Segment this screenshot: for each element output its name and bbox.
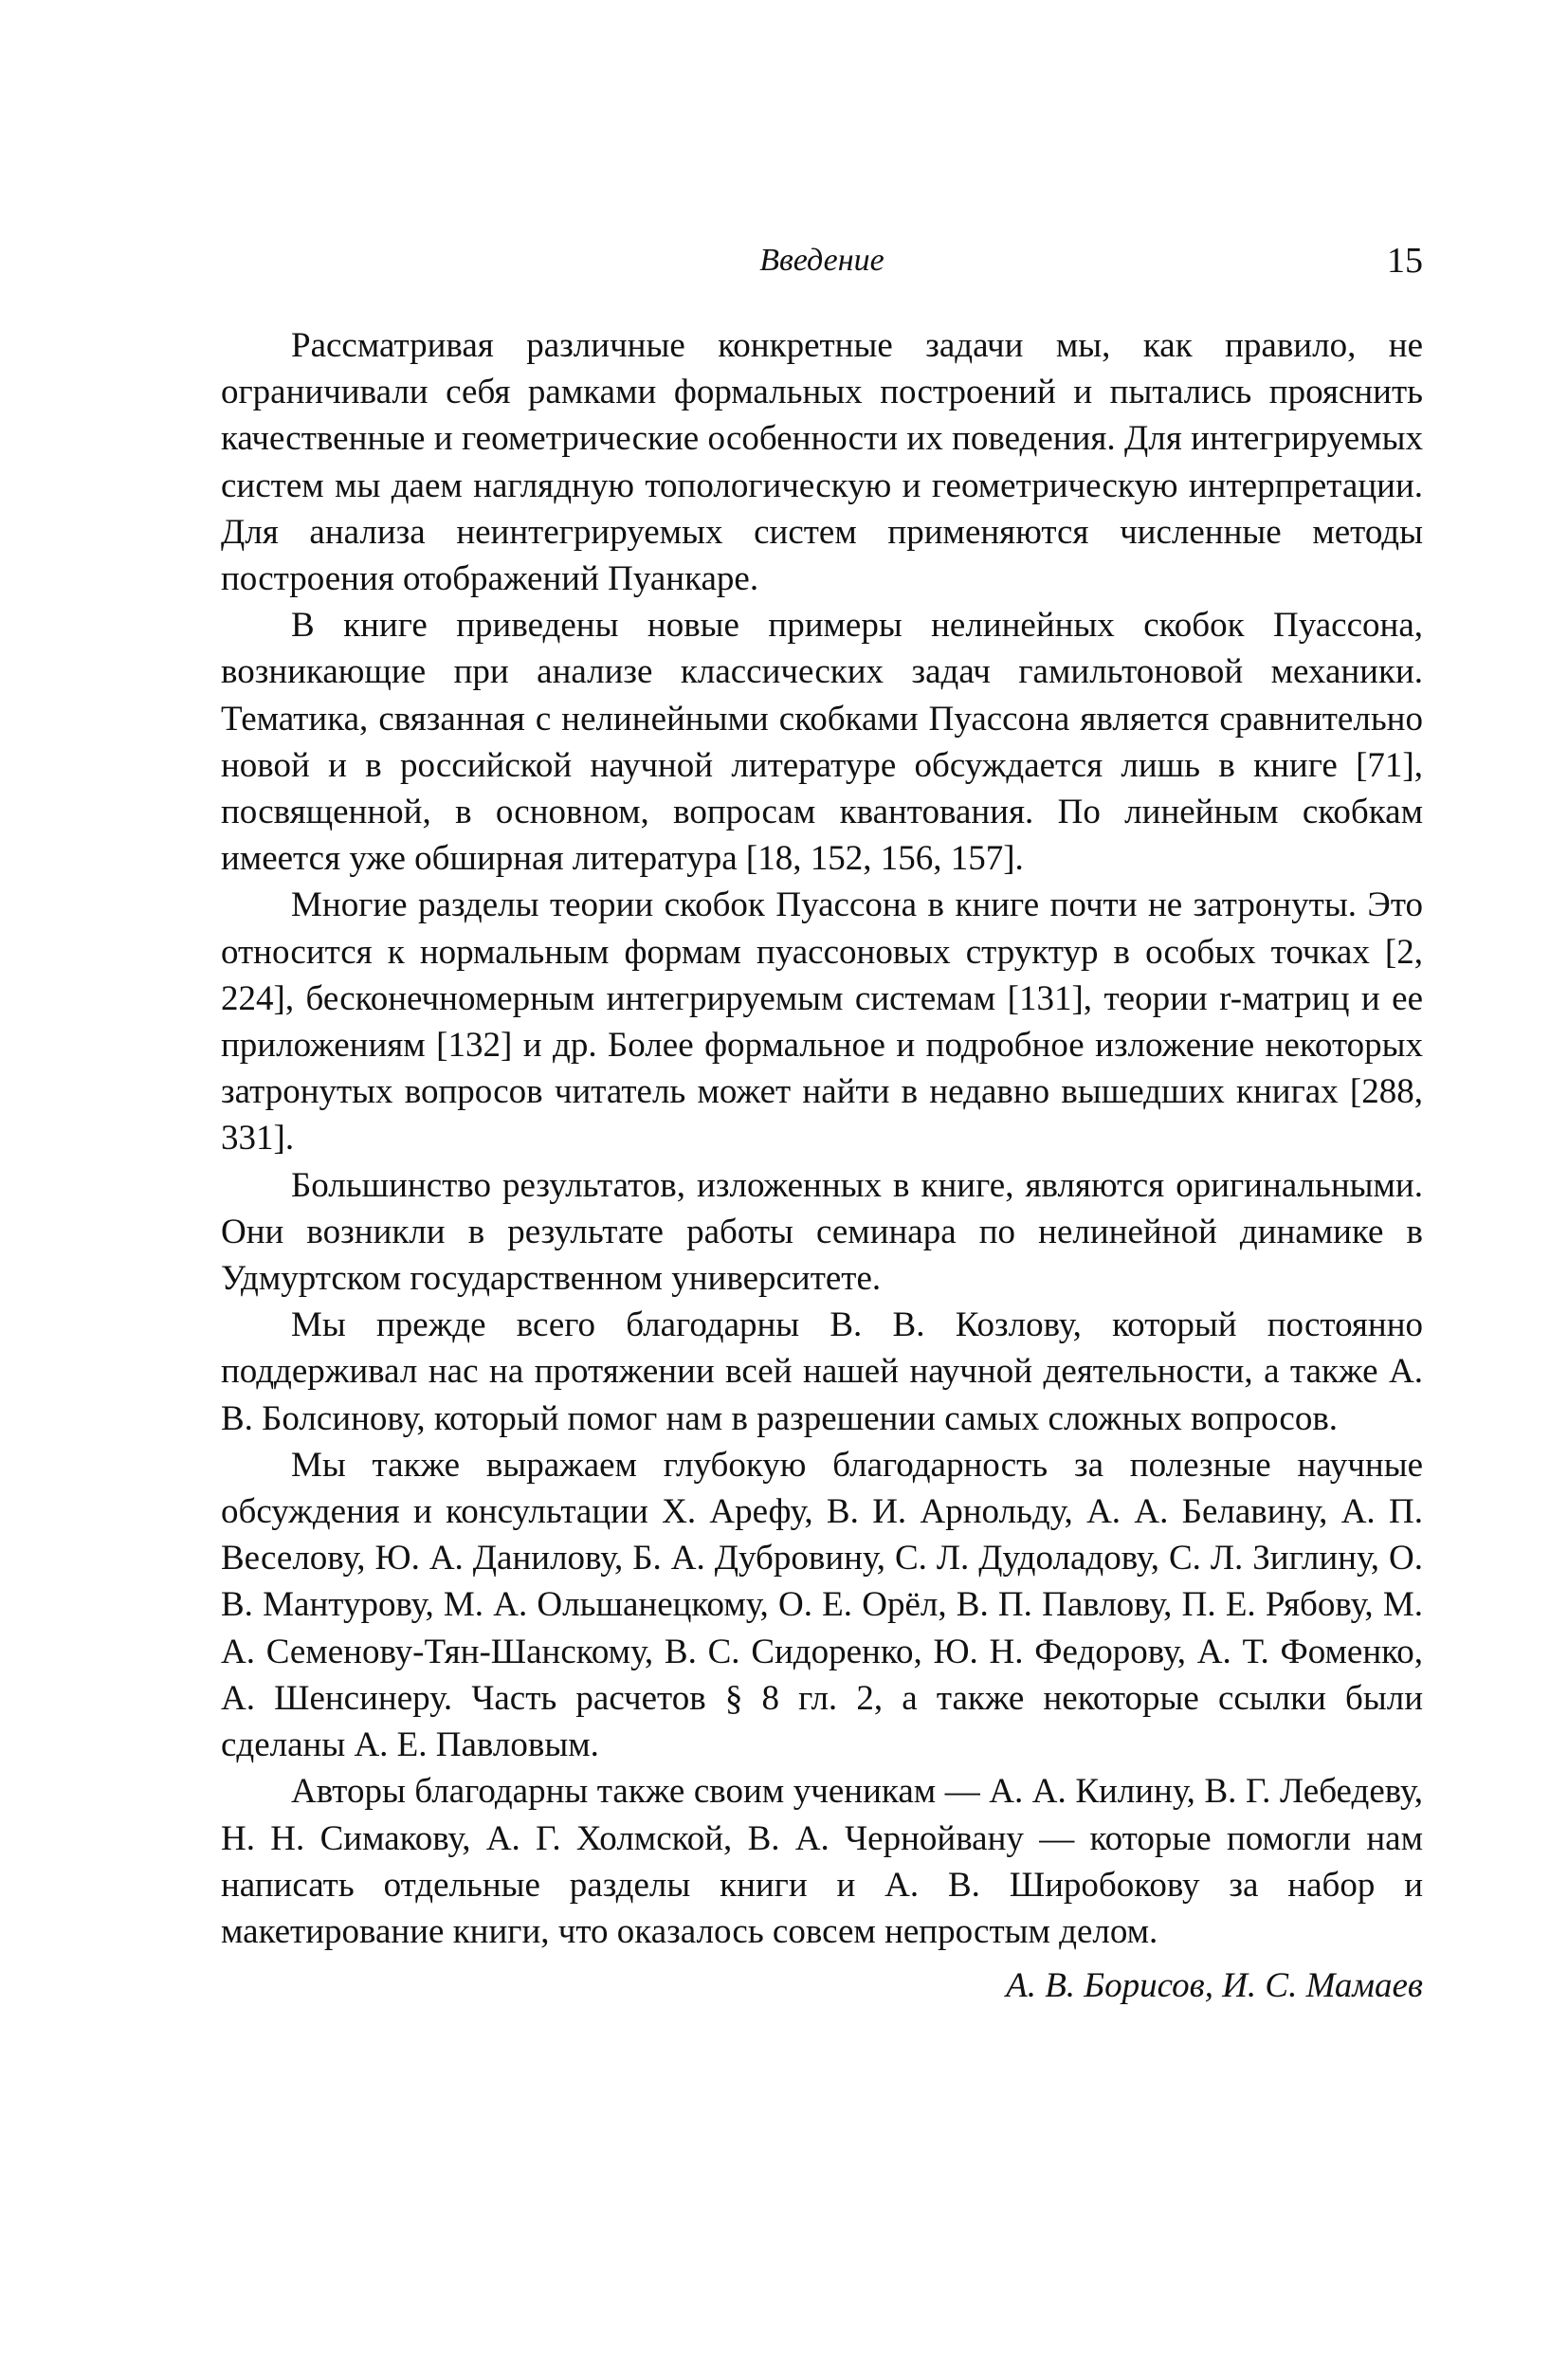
- paragraph-thanks-students: Авторы благодарны также своим ученикам — А. А. Килину, В. Г. Лебедеву, Н. Н. Симакову, А. Г. Холмской, В. А. Чернойвану — которые помогли нам написать отдельные разделы книги и А. В. Широбокову за набор и макетирование книги, что оказалось совсем непростым делом.: [221, 1772, 1423, 1951]
- running-head: [221, 237, 1423, 284]
- page-number: 15: [1387, 241, 1423, 281]
- paragraph-omitted-topics: Многие разделы теории скобок Пуассона в книге почти не затронуты. Это относится к нормальным формам пуассоновых структур в особых точках [2, 224], бесконечномерным интегрируемым системам [131], теории r-матриц и ее приложениям [132] и др. Более формальное и подробное изложение некоторых затронутых вопросов читатель может найти в недавно вышедших книгах [288, 331].: [221, 885, 1423, 1159]
- paragraph-original-results: Большинство результатов, изложенных в книге, являются оригинальными. Они возникли в результате работы семинара по нелинейной динамике в Удмуртском государственном университете.: [221, 1165, 1423, 1299]
- body-text: [221, 322, 1423, 2009]
- paragraph-thanks-kozlov: Мы прежде всего благодарны В. В. Козлову, который постоянно поддерживал нас на протяжении всей нашей научной деятельности, а также А. В. Болсинову, который помог нам в разрешении самых сложных вопросов.: [221, 1305, 1423, 1438]
- authors-signature: А. В. Борисов, И. С. Мамаев: [1006, 1966, 1423, 2006]
- paragraph-thanks-colleagues: Мы также выражаем глубокую благодарность за полезные научные обсуждения и консультации Х. Арефу, В. И. Арнольду, А. А. Белавину, А. П. Веселову, Ю. А. Данилову, Б. А. Дубровину, С. Л. Дудоладову, С. Л. Зиглину, О. В. Мантурову, М. А. Ольшанецкому, О. Е. Орёл, В. П. Павлову, П. Е. Рябову, М. А. Семенову-Тян-Шанскому, В. С. Сидоренко, Ю. Н. Федорову, А. Т. Фоменко, А. Шенсинеру. Часть расчетов § 8 гл. 2, а также некоторые ссылки были сделаны А. Е. Павловым.: [221, 1445, 1423, 1765]
- paragraph-approach: Рассматривая различные конкретные задачи мы, как правило, не ограничивали себя рамками формальных построений и пытались прояснить качественные и геометрические особенности их поведения. Для интегрируемых систем мы даем наглядную топологическую и геометрическую интерпретации. Для анализа неинтегрируемых систем применяются численные методы построения отображений Пуанкаре.: [221, 326, 1423, 599]
- running-title: Введение: [759, 243, 884, 278]
- paragraph-nonlinear-brackets: В книге приведены новые примеры нелинейных скобок Пуассона, возникающие при анализе классических задач гамильтоновой механики. Тематика, связанная с нелинейными скобками Пуассона является сравнительно новой и в российской научной литературе обсуждается лишь в книге [71], посвященной, в основном, вопросам квантования. По линейным скобкам имеется уже обширная литература [18, 152, 156, 157].: [221, 606, 1423, 879]
